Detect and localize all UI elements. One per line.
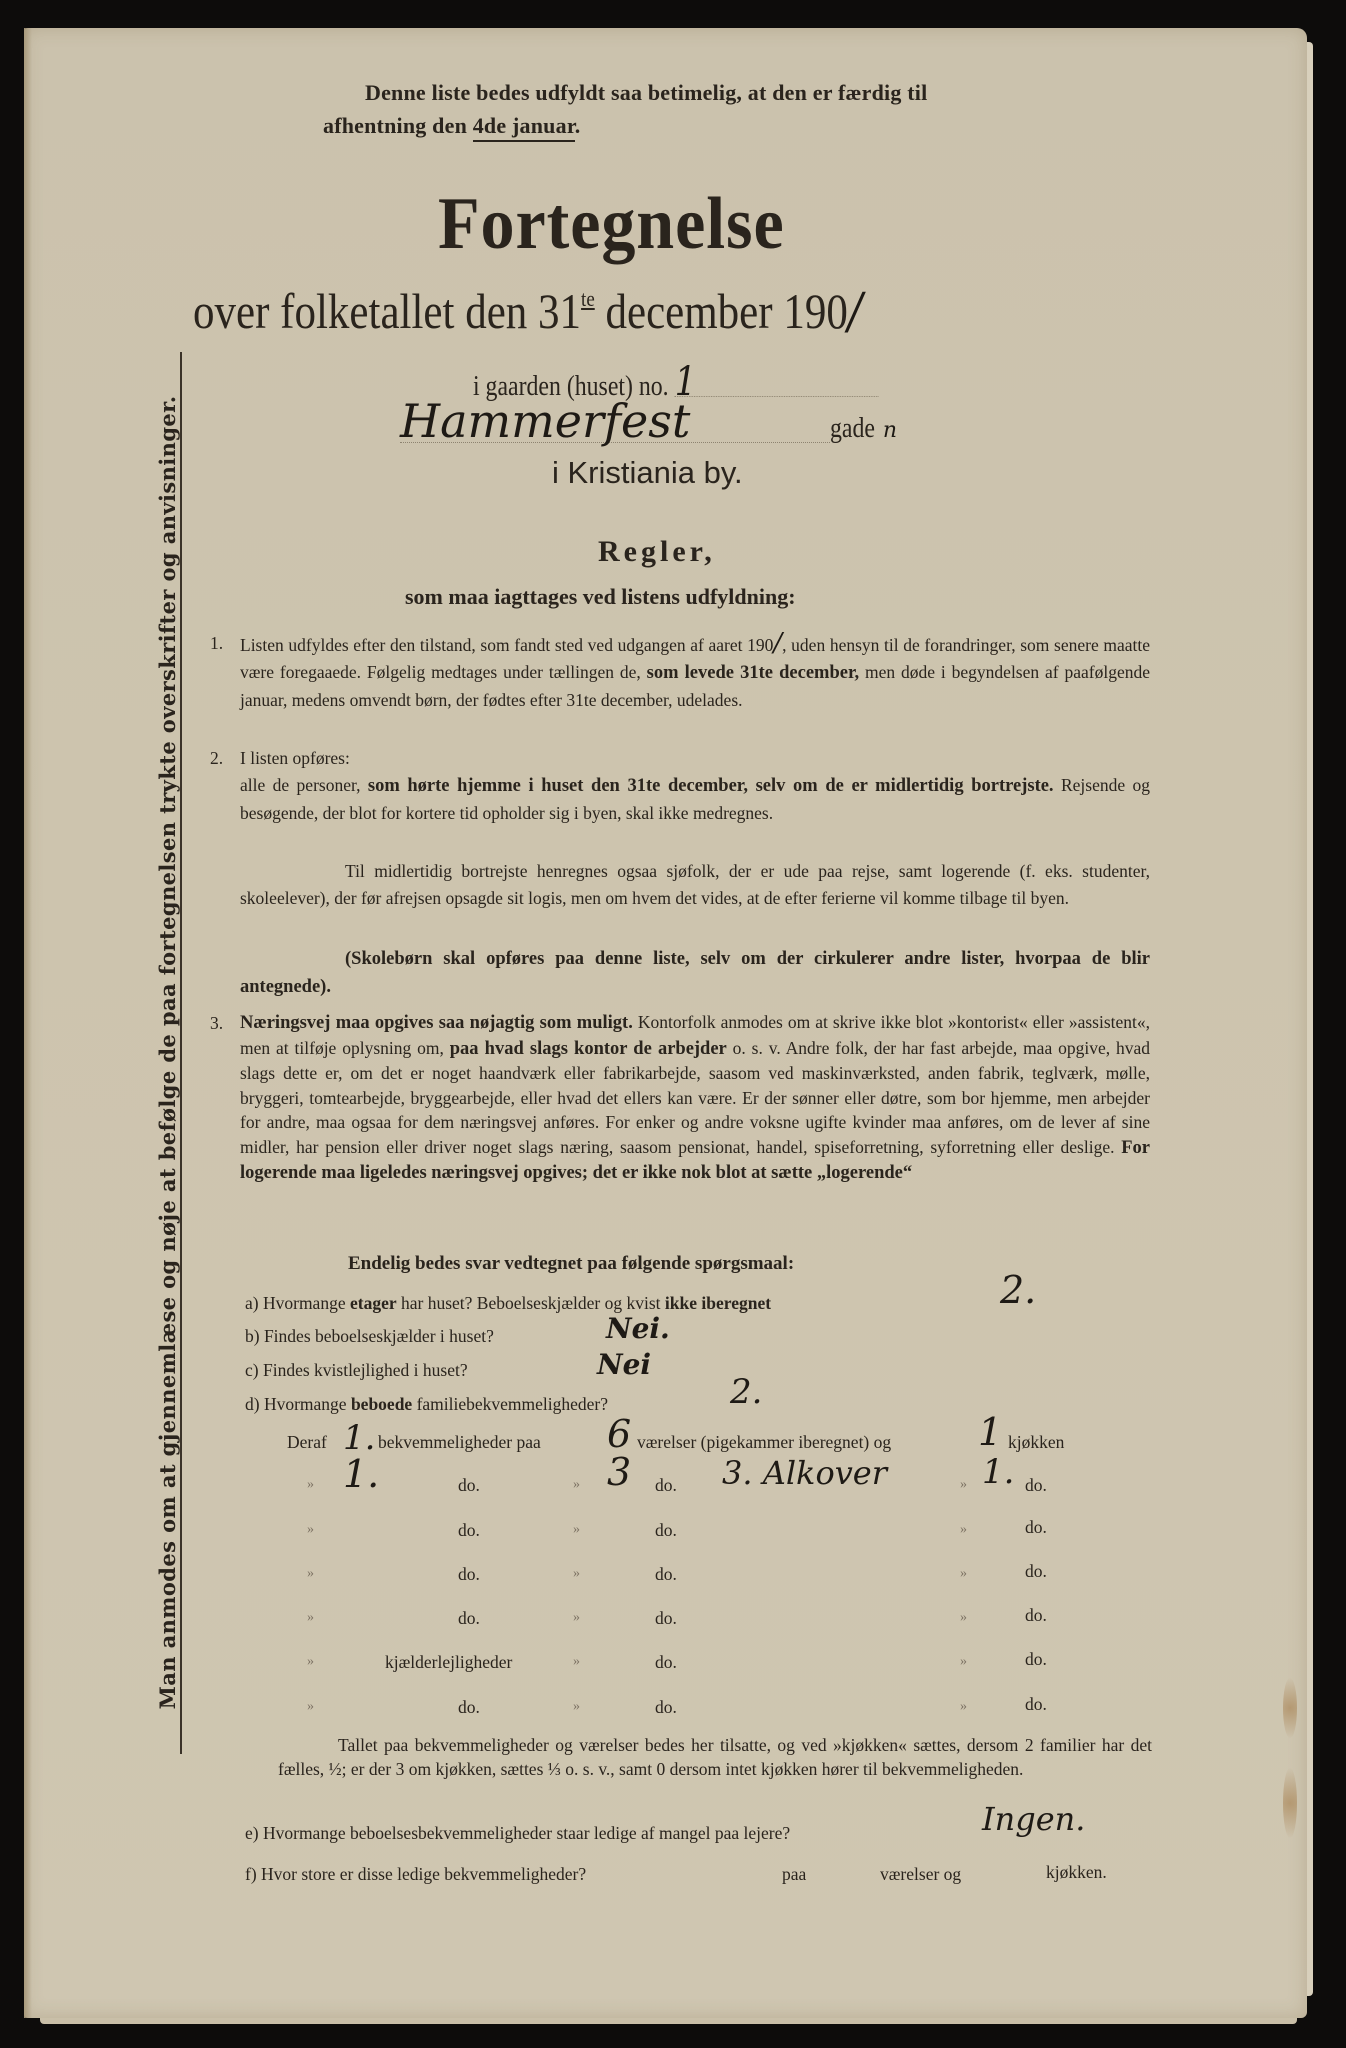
rule-number: 3. [210,1013,224,1033]
question-label: f) [245,1864,257,1884]
ditto-mark: » [573,1522,580,1537]
notice-suffix: . [574,113,581,138]
page-subtitle [193,282,862,340]
house-number-field: 1 [675,368,879,397]
ditto-mark: » [960,1522,967,1537]
row-col3: do. [1025,1475,1047,1495]
dwelling-label: bekvemmeligheder paa [378,1432,541,1452]
street-suffix-hand: n [882,418,898,443]
row-col1: kjælderlejligheder [385,1652,513,1672]
rule-2-paragraph-1 [240,772,1150,827]
ditto-mark: » [573,1610,580,1625]
row-col3: do. [1025,1649,1047,1669]
rule-emphasis: (Skolebørn skal opføres paa denne liste, selv om der cirkulerer andre lister, hvorpaa de blir antegnede). [240,949,1150,997]
question-emphasis: ikke iberegnet [664,1293,772,1313]
f-paa: paa [782,1864,807,1884]
rule-text: Kontorfolk anmodes om at skrive ikke blot »kontorist« eller »assistent«, men at tilføje oplysning om, [240,1012,1150,1058]
rule-emphasis: For logerende maa ligeledes næringsvej opgives; det er ikke nok blot at sætte „logerende“ [240,1137,1150,1183]
rule-number: 2. [210,748,224,768]
rule-emphasis: som hørte hjemme i huset den 31te december, selv om de er midlertidig bortrejste. [367,776,1054,796]
answer-e: Ingen. [982,1800,1086,1838]
row-col2: do. [655,1652,677,1672]
ditto-mark: » [573,1566,580,1581]
row-col2: do. [655,1608,677,1628]
question-text: Hvormange [262,1293,350,1313]
row-col1: do. [458,1564,480,1584]
notice-line-2 [323,113,580,139]
house-label: i gaarden (huset) no. [473,371,669,402]
street-name-field: Hammerfest [400,400,830,443]
question-c [245,1360,468,1381]
question-label: d) [245,1394,260,1414]
question-text: Findes beboelseskjælder i huset? [263,1326,494,1346]
row-col3: do. [1025,1605,1047,1625]
answer-d: 2. [730,1372,763,1412]
ditto-mark: » [307,1654,314,1669]
ditto-mark: » [573,1654,580,1669]
questions-heading: Endelig bedes svar vedtegnet paa følgende spørgsmaal: [348,1253,795,1274]
question-emphasis: etager [349,1293,397,1313]
row-kitchens: 1. [982,1452,1015,1492]
year-handwritten: / [773,628,783,658]
rule-3-text [240,1010,1150,1186]
row-col2: do. [655,1697,677,1717]
year-handwritten: / [847,282,863,340]
row-col1: do. [458,1608,480,1628]
ditto-mark: » [307,1610,314,1625]
row-col1: do. [458,1520,480,1540]
question-a [245,1293,771,1314]
question-text: Hvormange beboelsesbekvemmeligheder staar ledige af mangel paa lejere? [262,1823,791,1843]
notice-line-1: Denne liste bedes udfyldt saa betimelig, at den er færdig til [365,80,928,105]
ditto-mark: » [307,1477,314,1492]
rule-2-paragraph-2: Til midlertidig bortrejste henregnes ogsaa sjøfolk, der er ude paa rejse, samt logerende (f. eks. studenter, skoleelever), der før afrejsen opsagde sit logis, men om hvem det vides, at de efter ferierne vil komme tilbage til byen. [240,861,1150,908]
rule-text: , uden hensyn til de forandringer, som senere maatte være foregaaede. Følgelig medtages under tællingen de, [240,635,1150,682]
question-label: b) [245,1326,260,1346]
deraf-label: Deraf [287,1432,327,1452]
notice-prefix: afhentning den [323,113,473,138]
rule-emphasis: paa hvad slags kontor de arbejder [449,1038,727,1059]
row-col2: do. [655,1520,677,1540]
question-e [245,1823,790,1844]
ditto-mark: » [960,1566,967,1581]
rule-text: alle de personer, [240,775,368,795]
question-text: har huset? Beboelseskjælder og kvist [396,1293,665,1313]
answer-a: 2. [1000,1268,1037,1312]
row-col1: do. [458,1475,480,1495]
row-col3: do. [1025,1561,1047,1581]
city-line: i Kristiania by. [552,455,743,490]
ditto-mark: » [960,1699,967,1714]
room-count: 6 [607,1412,632,1456]
rule-2-paragraph-3 [240,945,1150,1001]
ditto-mark: » [960,1610,967,1625]
rule-text: men døde i begyndelsen af paafølgende januar, medens omvendt børn, der fødtes efter 31te december, udelades. [240,662,1151,710]
rule-1-text [240,630,1150,714]
page-edge [1307,42,1313,1996]
row-col2: do. [655,1564,677,1584]
question-b [245,1326,494,1347]
question-text: Hvormange [263,1394,351,1414]
rule-emphasis: Næringsvej maa opgives saa nøjagtig som muligt. [240,1013,633,1033]
paper-stain [1283,1678,1297,1738]
rule-text: Listen udfyldes efter den tilstand, som fandt sted ved udgangen af aaret 190 [240,635,774,655]
rule-emphasis: som levede 31te december, [646,663,860,683]
f-vaerelser: værelser og [880,1864,962,1884]
street-suffix: gade [830,413,875,444]
paper-stain [1283,1768,1297,1838]
rule-2-intro: I listen opføres: [240,748,350,768]
question-f [245,1864,586,1885]
rules-subheading: som maa iagttages ved listens udfyldning: [405,584,796,609]
rules-heading: Regler, [598,535,716,568]
question-label: e) [245,1823,259,1843]
row-count: 1. [343,1452,380,1496]
pickup-date: 4de januar [473,113,575,142]
kitchen-count: 1 [978,1410,1003,1454]
question-emphasis: beboede [350,1394,413,1414]
subtitle-text: over folketallet den 31 [193,283,582,339]
ditto-mark: » [307,1566,314,1581]
row-col1: do. [458,1697,480,1717]
question-d [245,1394,608,1415]
ditto-mark: » [960,1477,967,1492]
kitchen-label: kjøkken [1008,1432,1065,1452]
question-text: Hvor store er disse ledige bekvemmeligheder? [261,1864,587,1884]
ditto-mark: » [573,1699,580,1714]
ditto-mark: » [307,1699,314,1714]
f-kjokken: kjøkken. [1046,1862,1107,1882]
rule-text: Rejsende og besøgende, der blot for kortere tid opholder sig i byen, skal ikke medregnes. [240,775,1150,823]
side-note: Man anmodes om at gjennemlæse og nøje at befølge de paa fortegnelsen trykte overskrifter og anvisninger. [155,395,180,1710]
dwelling-row-header [287,1432,327,1453]
page-edge [40,2018,1297,2024]
rule-number: 1. [210,633,224,653]
question-label: a) [245,1293,259,1313]
question-text: Findes kvistlejlighed i huset? [262,1360,468,1380]
page-title: Fortegnelse [438,183,785,265]
row-extra: 3. Alkover [722,1454,888,1492]
row-col3: do. [1025,1694,1047,1714]
row-col2: do. [655,1475,677,1495]
kitchen-note: Tallet paa bekvemmeligheder og værelser bedes her tilsatte, og ved »kjøkken« sættes, dersom 2 familier har det fælles, ½; er der 3 om kjøkken, sættes ⅓ o. s. v., samt 0 dersom intet kjøkken hører til bekvemmeligheden. [278,1735,1152,1779]
rooms-label: værelser (pigekammer iberegnet) og [637,1432,892,1452]
ditto-mark: » [307,1522,314,1537]
row-rooms: 3 [607,1450,632,1494]
dwelling-count: 1. [343,1418,376,1458]
street-line [400,394,898,448]
subtitle-year: december 190 [594,283,848,339]
row-col3: do. [1025,1517,1047,1537]
answer-b: Nei. [606,1312,670,1345]
question-text: familiebekvemmeligheder? [412,1394,609,1414]
ditto-mark: » [573,1477,580,1492]
answer-c: Nei [597,1348,652,1381]
ditto-mark: » [960,1654,967,1669]
subtitle-superscript: te [581,286,595,311]
question-label: c) [245,1360,259,1380]
rule-text: o. s. v. Andre folk, der har fast arbejde, maa opgive, hvad slags dette er, om det er noget haandværk eller fabrikarbejde, saasom ved maskinværksted, anden fabrik, teglværk, mølle, bryggeri, tomtearbejde, bryggearbejde, eller hvad det ellers kan være. Er der sønner eller døtre, som bor hjemme, men arbejder for andre, maa ogsaa for dem næringsvej anføres. For enker og andre voksne ugifte kvinder maa anføres, om de lever af sine midler, har pension eller driver noget slags næring, saasom pensionat, handel, spiseforretning, syforretning eller deslige. [240,1037,1151,1157]
